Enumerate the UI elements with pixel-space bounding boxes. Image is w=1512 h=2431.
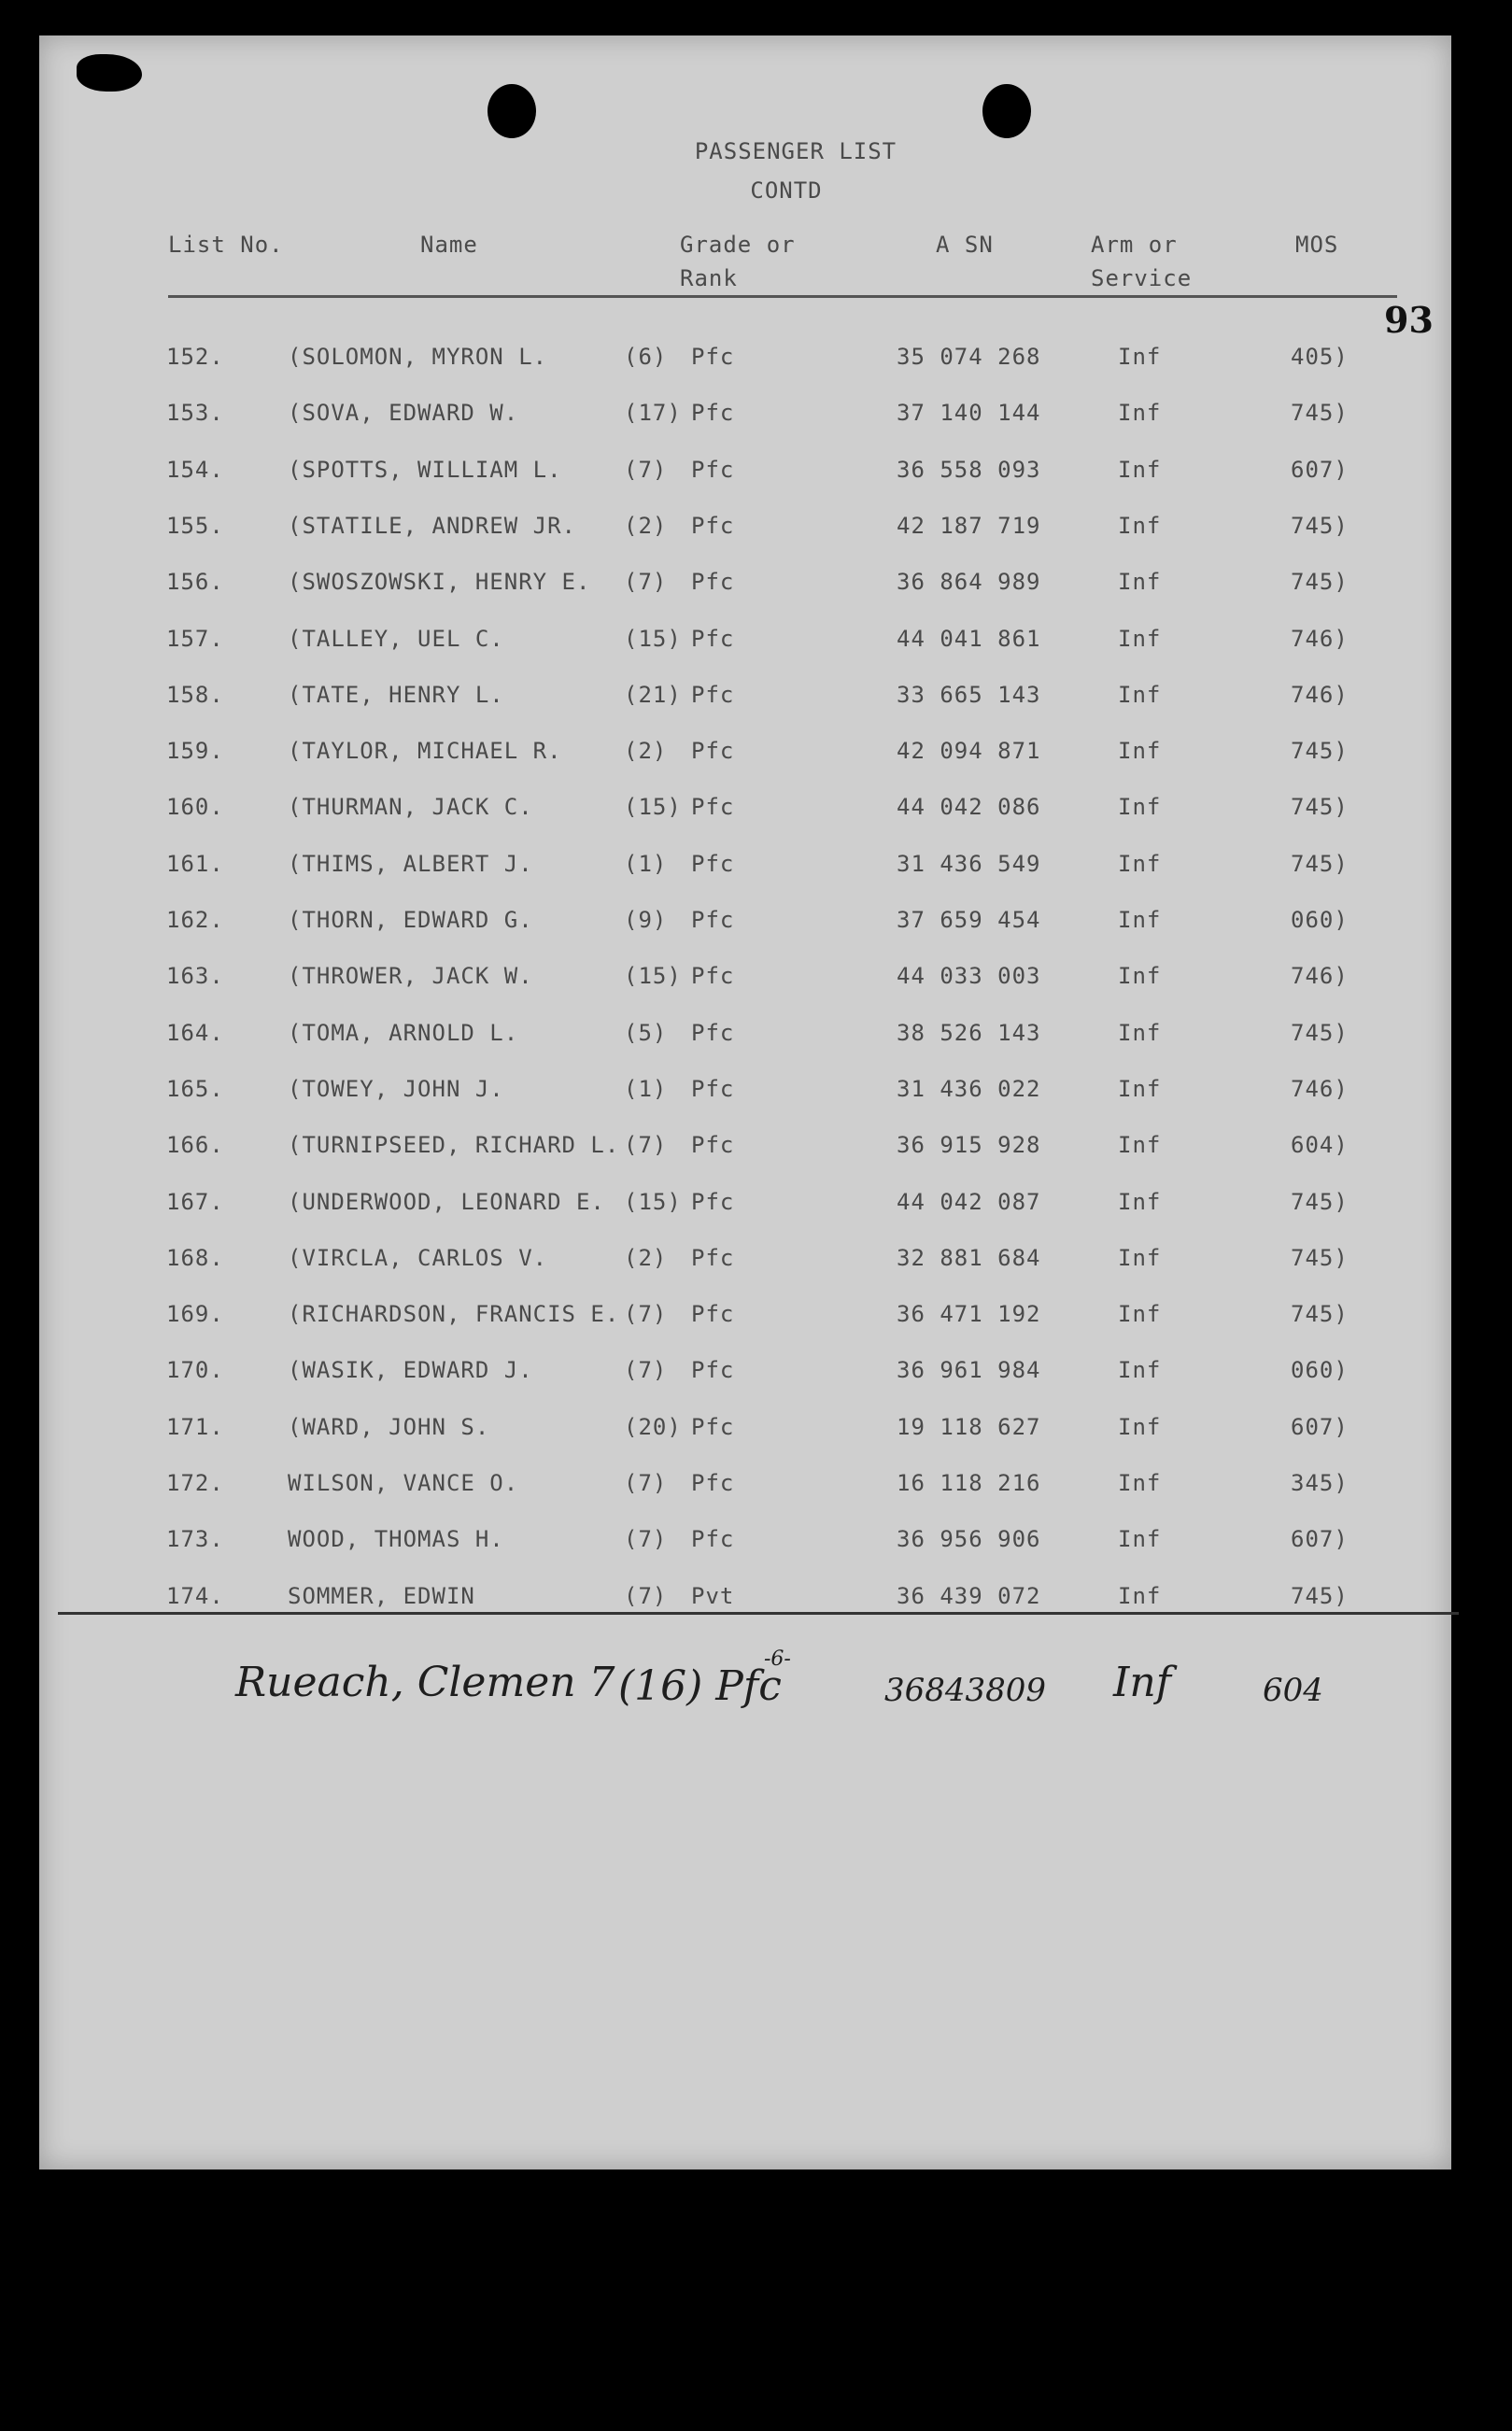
arm-or-service: Inf [1118,344,1162,370]
grade: (1) [624,1075,668,1102]
punch-hole-left [488,84,536,138]
mos: 745) [1291,850,1349,877]
grade: (17) [624,400,682,427]
table-row [39,1414,1451,1448]
passenger-name: WILSON, VANCE O. [288,1470,519,1496]
arm-or-service: Inf [1118,625,1162,652]
header-name: Name [420,232,478,258]
grade: (7) [624,1526,668,1553]
table-row [39,400,1451,433]
asn: 44 033 003 [897,963,1041,990]
handwritten-asn: 36843809 [884,1672,1047,1709]
rank: Pfc [691,1357,735,1384]
passenger-name: (SPOTTS, WILLIAM L. [288,456,562,483]
list-number: 171. [166,1413,224,1440]
table-row [39,1357,1451,1391]
asn: 32 881 684 [897,1244,1041,1271]
mos: 745) [1291,738,1349,765]
passenger-name: (TOWEY, JOHN J. [288,1075,504,1102]
list-number: 170. [166,1357,224,1384]
list-number: 174. [166,1582,224,1609]
mos: 060) [1291,907,1349,933]
mos: 607) [1291,456,1349,483]
table-row [39,569,1451,602]
grade: (2) [624,738,668,765]
punch-hole-right [982,84,1031,138]
asn: 44 041 861 [897,625,1041,652]
strike-through-line [58,1612,1459,1615]
grade: (6) [624,344,668,370]
asn: 36 439 072 [897,1582,1041,1609]
arm-or-service: Inf [1118,1075,1162,1102]
asn: 42 187 719 [897,512,1041,539]
asn: 36 558 093 [897,456,1041,483]
passenger-name: (SOVA, EDWARD W. [288,400,519,427]
rank: Pfc [691,512,735,539]
table-row [39,1189,1451,1223]
asn: 44 042 086 [897,794,1041,821]
rank: Pfc [691,1244,735,1271]
arm-or-service: Inf [1118,850,1162,877]
rank: Pfc [691,344,735,370]
list-number: 162. [166,907,224,933]
grade: (2) [624,512,668,539]
arm-or-service: Inf [1118,1357,1162,1384]
asn: 36 961 984 [897,1357,1041,1384]
asn: 16 118 216 [897,1470,1041,1496]
list-number: 153. [166,400,224,427]
page-title: PASSENGER LIST [694,138,897,164]
passenger-name: (TAYLOR, MICHAEL R. [288,738,562,765]
arm-or-service: Inf [1118,569,1162,596]
table-row [39,738,1451,771]
list-number: 166. [166,1132,224,1159]
rank: Pfc [691,738,735,765]
header-arm: Arm or [1091,232,1178,258]
grade: (9) [624,907,668,933]
page-number: 93 [1384,299,1434,341]
rank: Pfc [691,1188,735,1215]
arm-or-service: Inf [1118,512,1162,539]
grade: (20) [624,1413,682,1440]
table-row [39,513,1451,546]
grade: (15) [624,794,682,821]
list-number: 164. [166,1019,224,1046]
grade: (1) [624,850,668,877]
asn: 31 436 022 [897,1075,1041,1102]
mos: 746) [1291,1075,1349,1102]
handwritten-superscript: -6- [764,1647,791,1671]
passenger-name: (RICHARDSON, FRANCIS E. [288,1301,620,1328]
list-number: 163. [166,963,224,990]
table-row [39,344,1451,377]
grade: (15) [624,625,682,652]
arm-or-service: Inf [1118,400,1162,427]
page-subtitle: CONTD [750,177,823,204]
rank: Pfc [691,1470,735,1496]
mos: 746) [1291,681,1349,708]
mos: 745) [1291,400,1349,427]
grade: (5) [624,1019,668,1046]
rank: Pfc [691,625,735,652]
passenger-name: (TALLEY, UEL C. [288,625,504,652]
list-number: 154. [166,456,224,483]
header-asn: A SN [936,232,994,258]
asn: 36 471 192 [897,1301,1041,1328]
list-number: 168. [166,1244,224,1271]
table-row [39,457,1451,490]
list-number: 160. [166,794,224,821]
asn: 36 864 989 [897,569,1041,596]
rank: Pfc [691,907,735,933]
handwritten-arm: Inf [1113,1659,1172,1706]
mos: 745) [1291,1019,1349,1046]
rank: Pvt [691,1582,735,1609]
arm-or-service: Inf [1118,738,1162,765]
mos: 607) [1291,1413,1349,1440]
handwritten-grade: (16) Pfc [618,1662,782,1710]
mos: 405) [1291,344,1349,370]
mos: 745) [1291,569,1349,596]
table-row [39,907,1451,940]
mos: 345) [1291,1470,1349,1496]
mos: 746) [1291,625,1349,652]
arm-or-service: Inf [1118,681,1162,708]
table-row [39,1076,1451,1109]
mos: 607) [1291,1526,1349,1553]
arm-or-service: Inf [1118,1244,1162,1271]
grade: (7) [624,456,668,483]
mos: 745) [1291,1582,1349,1609]
asn: 19 118 627 [897,1413,1041,1440]
handwritten-name: Rueach, Clemen 7 [235,1659,615,1706]
table-row [39,1301,1451,1335]
rank: Pfc [691,794,735,821]
rank: Pfc [691,963,735,990]
list-number: 152. [166,344,224,370]
rank: Pfc [691,456,735,483]
mos: 745) [1291,1188,1349,1215]
rank: Pfc [691,1526,735,1553]
arm-or-service: Inf [1118,963,1162,990]
table-row [39,626,1451,659]
grade: (7) [624,569,668,596]
passenger-name: (TATE, HENRY L. [288,681,504,708]
asn: 42 094 871 [897,738,1041,765]
passenger-name: (THROWER, JACK W. [288,963,533,990]
passenger-name: SOMMER, EDWIN [288,1582,475,1609]
grade: (7) [624,1132,668,1159]
grade: (2) [624,1244,668,1271]
rank: Pfc [691,1019,735,1046]
rank: Pfc [691,400,735,427]
arm-or-service: Inf [1118,1470,1162,1496]
list-number: 161. [166,850,224,877]
passenger-name: (SOLOMON, MYRON L. [288,344,548,370]
list-number: 155. [166,512,224,539]
passenger-name: (UNDERWOOD, LEONARD E. [288,1188,605,1215]
passenger-name: (STATILE, ANDREW JR. [288,512,576,539]
passenger-name: (TOMA, ARNOLD L. [288,1019,519,1046]
header-list-no: List No. [168,232,284,258]
passenger-name: (THORN, EDWARD G. [288,907,533,933]
grade: (7) [624,1582,668,1609]
passenger-name: (SWOSZOWSKI, HENRY E. [288,569,591,596]
grade: (15) [624,1188,682,1215]
asn: 37 659 454 [897,907,1041,933]
asn: 36 915 928 [897,1132,1041,1159]
mos: 745) [1291,1301,1349,1328]
arm-or-service: Inf [1118,1582,1162,1609]
list-number: 157. [166,625,224,652]
table-row [39,1020,1451,1053]
asn: 31 436 549 [897,850,1041,877]
passenger-name: WOOD, THOMAS H. [288,1526,504,1553]
list-number: 158. [166,681,224,708]
table-row [39,794,1451,827]
passenger-name: (WARD, JOHN S. [288,1413,490,1440]
table-row [39,1132,1451,1166]
asn: 44 042 087 [897,1188,1041,1215]
header-grade: Grade or [680,232,796,258]
mos: 604) [1291,1132,1349,1159]
handwritten-mos: 604 [1263,1672,1323,1709]
rank: Pfc [691,1132,735,1159]
arm-or-service: Inf [1118,794,1162,821]
passenger-name: (WASIK, EDWARD J. [288,1357,533,1384]
arm-or-service: Inf [1118,907,1162,933]
rank: Pfc [691,1075,735,1102]
list-number: 165. [166,1075,224,1102]
table-row [39,851,1451,884]
grade: (15) [624,963,682,990]
grade: (7) [624,1301,668,1328]
list-number: 159. [166,738,224,765]
rank: Pfc [691,1301,735,1328]
mos: 060) [1291,1357,1349,1384]
arm-or-service: Inf [1118,1132,1162,1159]
table-row [39,1245,1451,1279]
document-page [39,35,1451,2170]
rank: Pfc [691,681,735,708]
header-mos: MOS [1295,232,1339,258]
rank: Pfc [691,569,735,596]
table-row [39,1470,1451,1504]
list-number: 156. [166,569,224,596]
arm-or-service: Inf [1118,1019,1162,1046]
passenger-name: (THIMS, ALBERT J. [288,850,533,877]
scan-border [0,2170,1512,2431]
mos: 745) [1291,512,1349,539]
arm-or-service: Inf [1118,1526,1162,1553]
arm-or-service: Inf [1118,1188,1162,1215]
passenger-name: (VIRCLA, CARLOS V. [288,1244,548,1271]
grade: (7) [624,1357,668,1384]
rank: Pfc [691,1413,735,1440]
passenger-name: (THURMAN, JACK C. [288,794,533,821]
arm-or-service: Inf [1118,456,1162,483]
list-number: 169. [166,1301,224,1328]
grade: (21) [624,681,682,708]
passenger-name: (TURNIPSEED, RICHARD L. [288,1132,620,1159]
ink-blot [77,54,142,92]
table-row [39,682,1451,715]
mos: 745) [1291,794,1349,821]
header-rank: Rank [680,265,738,291]
mos: 746) [1291,963,1349,990]
header-rule [168,295,1397,298]
asn: 36 956 906 [897,1526,1041,1553]
header-service: Service [1091,265,1193,291]
list-number: 173. [166,1526,224,1553]
asn: 38 526 143 [897,1019,1041,1046]
table-row [39,963,1451,996]
rank: Pfc [691,850,735,877]
mos: 745) [1291,1244,1349,1271]
list-number: 172. [166,1470,224,1496]
asn: 37 140 144 [897,400,1041,427]
list-number: 167. [166,1188,224,1215]
arm-or-service: Inf [1118,1301,1162,1328]
asn: 35 074 268 [897,344,1041,370]
grade: (7) [624,1470,668,1496]
table-row [39,1526,1451,1560]
arm-or-service: Inf [1118,1413,1162,1440]
asn: 33 665 143 [897,681,1041,708]
